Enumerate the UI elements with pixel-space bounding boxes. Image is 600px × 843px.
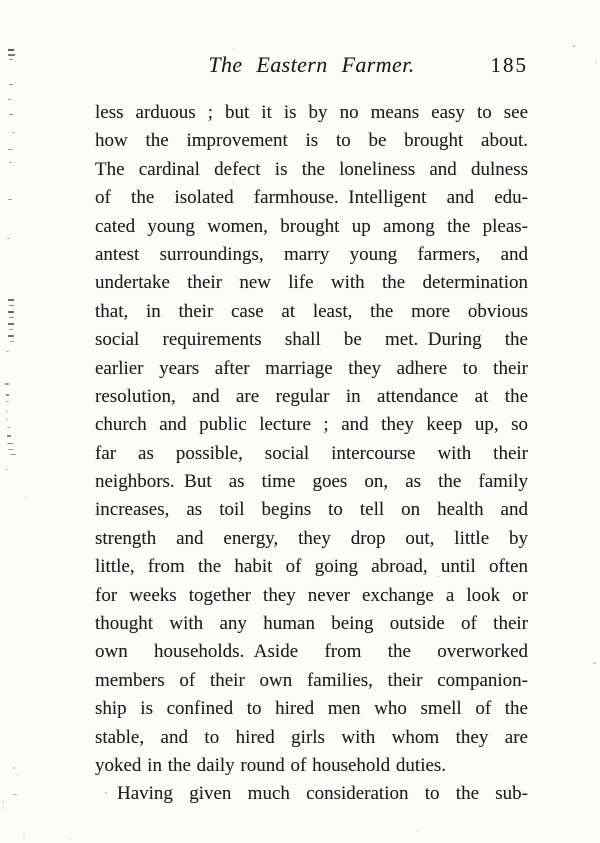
scan-speck — [25, 497, 27, 498]
text-line: of the isolated farmhouse. Intelligent and edu- — [95, 187, 528, 209]
scan-speck — [8, 449, 13, 450]
scan-speck — [2, 801, 4, 802]
scan-speck — [6, 411, 8, 412]
scan-speck — [3, 807, 4, 809]
body-text — [95, 99, 528, 809]
scan-speck — [10, 454, 16, 455]
scan-speck — [9, 114, 13, 115]
text-line: neighbors. But as time goes on, as the family — [95, 471, 528, 493]
text-line: less arduous ; but it is by no means easy to see — [95, 102, 528, 123]
scan-speck — [232, 48, 234, 49]
paragraph-2 — [95, 780, 528, 808]
scan-speck — [9, 59, 13, 60]
text-line: undertake their new life with the determination — [95, 272, 528, 294]
scan-speck — [8, 99, 11, 100]
text-line: cated young women, brought up among the pleas- — [95, 215, 528, 237]
scan-speck — [506, 514, 508, 516]
scan-speck — [23, 837, 25, 838]
scan-speck — [140, 186, 142, 187]
text-line: increases, as toil begins to tell on health and — [95, 499, 528, 521]
scan-speck — [6, 394, 9, 396]
text-line: church and public lecture ; and they keep up, so — [95, 414, 528, 436]
scan-speck — [9, 305, 14, 306]
scan-speck — [9, 162, 12, 163]
text-line: social requirements shall be met. During the — [95, 329, 528, 351]
page-header — [95, 52, 528, 80]
text-line: how the improvement is to be brought about. — [95, 130, 528, 152]
text-line: ship is confined to hired men who smell of the — [95, 698, 528, 720]
scan-speck — [437, 576, 439, 577]
scan-speck — [5, 383, 9, 385]
scan-speck — [504, 398, 506, 400]
scan-speck — [573, 45, 575, 47]
page-number: 185 — [490, 53, 528, 77]
scan-speck — [13, 767, 15, 769]
scan-speck — [9, 84, 13, 85]
text-line: thought with any human being outside of their — [95, 613, 528, 635]
scan-speck — [232, 182, 234, 183]
text-line: members of their own families, their companion- — [95, 669, 528, 691]
scan-speck — [8, 311, 14, 313]
text-line: strength and energy, they drop out, little by — [95, 527, 528, 549]
scan-speck — [8, 199, 12, 200]
text-line: little, from the habit of going abroad, until often — [95, 556, 528, 578]
scan-speck — [8, 323, 14, 325]
text-line: own households. Aside from the overworked — [95, 641, 528, 663]
text-line: antest surroundings, marry young farmers, and — [95, 243, 528, 265]
scan-speck — [8, 299, 14, 301]
scan-speck — [68, 839, 70, 840]
text-line: for weeks together they never exchange a look or — [95, 584, 528, 606]
text-line: resolution, and are regular in attendance at the — [95, 385, 528, 407]
scan-speck — [13, 794, 17, 795]
scan-speck — [6, 401, 9, 402]
scan-speck — [9, 329, 13, 330]
text-line: that, in their case at least, the more obvious — [95, 300, 528, 322]
scan-speck — [416, 831, 418, 832]
scan-speck — [7, 427, 10, 428]
scan-speck — [6, 419, 8, 420]
text-line: far as possible, social intercourse with their — [95, 442, 528, 464]
scan-speck — [593, 662, 596, 664]
paragraph-1 — [95, 99, 528, 780]
text-line: earlier years after marriage they adhere to their — [95, 357, 528, 379]
text-line: The cardinal defect is the loneliness and dulness — [95, 158, 528, 180]
scan-speck — [17, 775, 19, 776]
scan-speck — [595, 62, 597, 63]
scan-speck — [8, 149, 13, 150]
scan-speck — [8, 49, 14, 51]
text-line: stable, and to hired girls with whom they are — [95, 726, 528, 748]
scan-speck — [7, 443, 13, 444]
scan-speck — [105, 792, 107, 794]
scan-speck — [7, 435, 11, 437]
text-line: Having given much consideration to the sub- — [117, 783, 528, 805]
scan-speck — [6, 469, 8, 470]
text-line: yoked in the daily round of household duties. — [95, 754, 447, 776]
scan-speck — [7, 238, 10, 239]
scan-speck — [9, 317, 14, 318]
scan-speck — [8, 54, 15, 56]
running-title: The Eastern Farmer. — [208, 52, 415, 77]
scan-speck — [8, 335, 14, 337]
scan-speck — [12, 132, 15, 133]
scan-speck — [10, 341, 14, 342]
scan-speck — [6, 351, 9, 352]
